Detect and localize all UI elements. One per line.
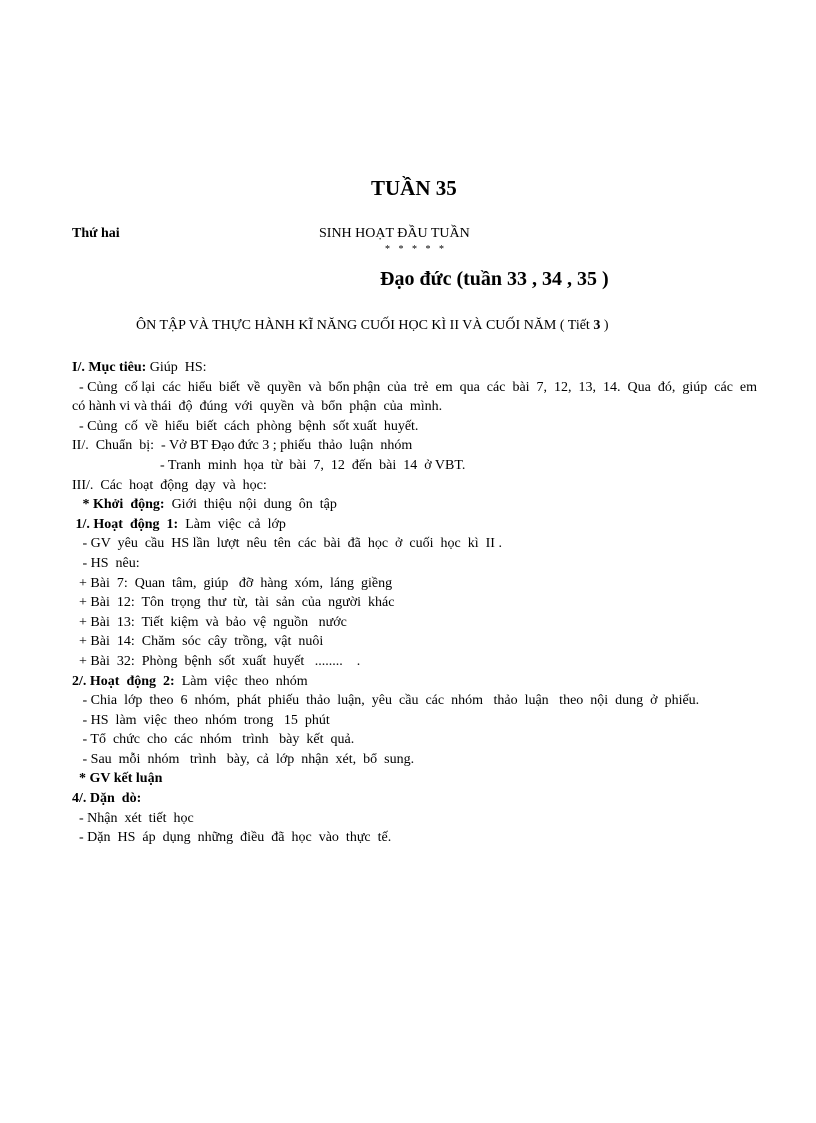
- activity-2-line: [72, 672, 757, 692]
- objectives-line: [72, 358, 757, 378]
- activity-1-label: 1/. Hoạt động 1:: [72, 516, 179, 532]
- list-item: - Nhận xét tiết học: [72, 810, 194, 826]
- objective-item: - Củng cố lại các hiểu biết về quyền và bổn phận của trẻ em qua các bài 7, 12, 13, 14. Qua đó, giúp các em: [72, 379, 758, 395]
- conclusion-line: * GV kết luận: [72, 771, 163, 787]
- lesson-title-end: ): [600, 318, 609, 333]
- week-title: TUẦN 35: [371, 176, 457, 200]
- activity-2-label: 2/. Hoạt động 2:: [72, 673, 175, 689]
- lesson-item: + Bài 32: Phòng bệnh sốt xuất huyết ........ .: [72, 653, 361, 669]
- list-item: - HS làm việc theo nhóm trong 15 phút: [72, 712, 330, 728]
- list-item: - GV yêu cầu HS lần lượt nêu tên các bài đã học ở cuối học kì II .: [72, 536, 502, 552]
- activity-1-text: Làm việc cả lớp: [178, 516, 286, 532]
- lesson-item: + Bài 7: Quan tâm, giúp đỡ hàng xóm, láng giềng: [72, 575, 393, 591]
- warmup-text: Giới thiệu nội dung ôn tập: [164, 497, 337, 513]
- body-text: [72, 358, 757, 848]
- list-item: - Chia lớp theo 6 nhóm, phát phiếu thảo luận, yêu cầu các nhóm thảo luận theo nội dung ở phiếu.: [72, 693, 700, 709]
- list-item: - Tổ chức cho các nhóm trình bày kết quả.: [72, 732, 355, 748]
- objective-item-cont: có hành vi và thái độ đúng với quyền và bổn phận của mình.: [72, 399, 443, 415]
- activity-1-line: [72, 515, 757, 535]
- warmup-line: [72, 495, 757, 515]
- warmup-label: * Khởi động:: [72, 497, 165, 513]
- preparation-line: II/. Chuẩn bị: - Vở BT Đạo đức 3 ; phiếu thảo luận nhóm: [72, 438, 413, 454]
- day-label: Thứ hai: [72, 226, 120, 241]
- objective-item: - Củng cố về hiểu biết cách phòng bệnh sốt xuất huyết.: [72, 418, 419, 434]
- lesson-title: [136, 318, 609, 334]
- preparation-item: - Tranh minh họa từ bài 7, 12 đến bài 14 ở VBT.: [160, 457, 466, 473]
- activities-heading: III/. Các hoạt động dạy và học:: [72, 477, 267, 493]
- objectives-label: I/. Mục tiêu:: [72, 360, 147, 375]
- lesson-item: + Bài 14: Chăm sóc cây trồng, vật nuôi: [72, 634, 324, 650]
- homework-heading: 4/. Dặn dò:: [72, 791, 142, 807]
- lesson-title-number: 3: [593, 318, 601, 333]
- activity-2-text: Làm việc theo nhóm: [174, 673, 308, 689]
- list-item: - HS nêu:: [72, 555, 140, 571]
- stars-divider: * * * * *: [385, 244, 447, 255]
- list-item: - Sau mỗi nhóm trình bày, cả lớp nhận xét, bổ sung.: [72, 751, 415, 767]
- lesson-item: + Bài 12: Tôn trọng thư từ, tài sản của người khác: [72, 595, 395, 611]
- objectives-text: Giúp HS:: [146, 360, 207, 375]
- lesson-title-main: ÔN TẬP VÀ THỰC HÀNH KĨ NĂNG CUỐI HỌC KÌ II VÀ CUỐI NĂM ( Tiết: [136, 318, 594, 333]
- activity-heading: SINH HOẠT ĐẦU TUẦN: [319, 226, 470, 241]
- subject-heading: Đạo đức (tuần 33 , 34 , 35 ): [380, 268, 609, 290]
- lesson-item: + Bài 13: Tiết kiệm và bảo vệ nguồn nước: [72, 614, 347, 630]
- list-item: - Dặn HS áp dụng những điều đã học vào thực tế.: [72, 830, 392, 846]
